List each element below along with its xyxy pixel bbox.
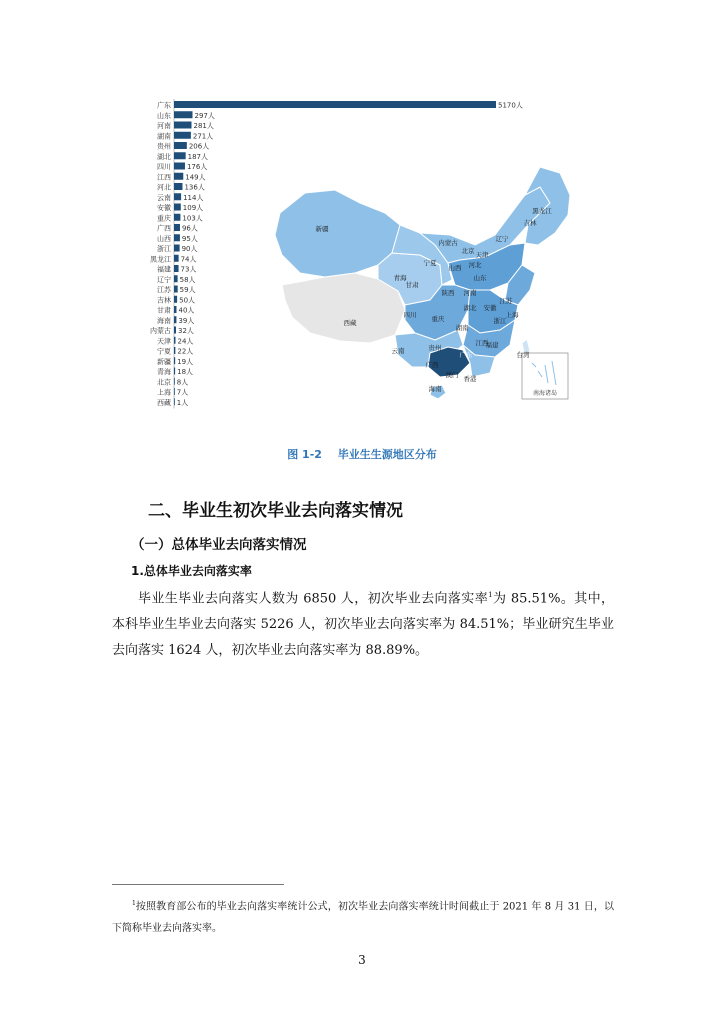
- value-label: 18人: [177, 368, 194, 376]
- footnote-text: 按照教育部公布的毕业去向落实率统计公式，初次毕业去向落实率统计时间截止于 2021 年 8 月 31 日，以下简称毕业去向落实率。: [112, 901, 614, 935]
- map-label: 辽宁: [495, 235, 509, 243]
- value-label: 90人: [181, 245, 198, 253]
- bar: [174, 327, 176, 334]
- bar: [174, 214, 180, 221]
- category-label: 重庆: [157, 214, 171, 223]
- value-label: 19人: [177, 357, 194, 366]
- value-label: 58人: [179, 275, 196, 284]
- value-label: 50人: [179, 296, 196, 305]
- category-label: 吉林: [157, 296, 171, 305]
- value-label: 96人: [181, 224, 198, 233]
- map-label: 重庆: [431, 315, 445, 323]
- category-label: 浙江: [157, 245, 171, 253]
- bar: [174, 111, 192, 118]
- map-label: 云南: [391, 347, 405, 355]
- map-label: 广东: [459, 351, 473, 359]
- map-label: 西藏: [343, 319, 357, 327]
- category-label: 江苏: [157, 286, 171, 294]
- bar: [174, 204, 181, 211]
- map-label: 内蒙古: [438, 239, 458, 247]
- bar: [174, 132, 191, 139]
- category-label: 贵州: [157, 142, 171, 151]
- bar: [174, 337, 175, 344]
- category-label: 甘肃: [157, 306, 171, 315]
- footnote-divider: [112, 884, 284, 885]
- bar: [174, 347, 175, 354]
- bar: [174, 255, 179, 262]
- map-label: 陕西: [441, 289, 455, 297]
- value-label: 59人: [179, 286, 196, 294]
- map-label: 江苏: [499, 297, 513, 305]
- footnote-ref: 1: [488, 591, 493, 599]
- category-label: 新疆: [157, 357, 171, 366]
- category-label: 黑龙江: [150, 255, 171, 264]
- bar: [174, 357, 175, 364]
- value-label: 95人: [181, 234, 198, 243]
- figure-caption-text: 毕业生生源地区分布: [337, 448, 437, 461]
- value-label: 149人: [185, 173, 206, 182]
- value-label: 136人: [184, 183, 205, 192]
- value-label: 40人: [178, 306, 195, 315]
- category-label: 宁夏: [157, 347, 171, 356]
- bar: [174, 306, 176, 313]
- value-label: 5170人: [498, 101, 523, 110]
- bar: [174, 142, 187, 149]
- bar: [174, 101, 496, 108]
- figure-caption: [0, 446, 724, 462]
- map-label: 福建: [485, 341, 499, 349]
- category-label: 安徽: [157, 204, 171, 212]
- category-label: 青海: [157, 368, 171, 376]
- value-label: 187人: [187, 152, 209, 161]
- bar: [174, 275, 178, 282]
- paragraph-part2: 为 85.51%。其中，本科毕业生毕业去向落实 5226 人，初次毕业去向落实率为 84.51%；毕业研究生毕业去向落实 1624 人，初次毕业去向落实率为 88.89%。: [112, 591, 614, 659]
- map-label: 香港: [463, 375, 477, 383]
- category-label: 河北: [157, 183, 171, 192]
- value-label: 22人: [177, 347, 194, 356]
- category-label: 湖南: [157, 132, 171, 141]
- map-label: 上海: [505, 311, 519, 319]
- map-label: 河北: [468, 261, 482, 269]
- bar: [174, 183, 182, 190]
- category-label: 北京: [157, 378, 171, 387]
- bar: [174, 234, 180, 241]
- value-label: 206人: [188, 142, 210, 151]
- category-label: 天津: [157, 337, 171, 346]
- category-label: 湖北: [157, 152, 171, 161]
- bar: [174, 368, 175, 375]
- item-title: 1.总体毕业去向落实率: [131, 564, 252, 578]
- category-label: 江西: [157, 173, 171, 182]
- category-label: 山东: [157, 111, 171, 120]
- category-label: 云南: [157, 193, 171, 202]
- category-label: 山西: [157, 234, 171, 243]
- value-label: 8人: [176, 378, 189, 387]
- bar: [174, 173, 183, 180]
- map-label: 青海: [393, 274, 407, 282]
- value-label: 271人: [192, 132, 214, 141]
- map-label: 山东: [473, 274, 487, 282]
- value-label: 74人: [180, 255, 197, 264]
- bar: [174, 245, 180, 252]
- bar: [174, 224, 180, 231]
- value-label: 39人: [178, 316, 195, 325]
- category-label: 广东: [157, 101, 171, 110]
- bar: [174, 398, 175, 405]
- map-label: 江西: [475, 339, 489, 347]
- map-label: 贵州: [428, 344, 442, 352]
- bar: [174, 122, 192, 129]
- section-title: 二、毕业生初次毕业去向落实情况: [148, 501, 403, 521]
- value-label: 114人: [183, 193, 204, 202]
- bar: [174, 316, 176, 323]
- category-label: 辽宁: [157, 275, 171, 284]
- map-label: 黑龙江: [532, 207, 552, 215]
- map-label: 吉林: [523, 219, 537, 227]
- bar: [174, 378, 175, 385]
- paragraph-part1: 毕业生毕业去向落实人数为 6850 人，初次毕业去向落实率: [138, 591, 489, 607]
- category-label: 海南: [157, 316, 171, 325]
- category-label: 河南: [157, 122, 171, 130]
- map-label: 山西: [448, 264, 462, 272]
- value-label: 297人: [194, 111, 215, 120]
- footnote: [112, 893, 614, 940]
- map-label: 台湾: [516, 351, 530, 359]
- map-label: 海南: [428, 385, 442, 393]
- value-label: 24人: [177, 337, 194, 346]
- map-label: 安徽: [483, 304, 497, 312]
- value-label: 73人: [180, 265, 197, 274]
- value-label: 176人: [186, 163, 208, 171]
- bar: [174, 163, 185, 170]
- figure-number: 图 1-2: [287, 448, 322, 461]
- map-label: 四川: [403, 311, 417, 319]
- category-label: 广西: [157, 224, 171, 233]
- subsection-title: （一）总体毕业去向落实情况: [131, 537, 307, 553]
- category-label: 内蒙古: [150, 327, 171, 335]
- map-label: 新疆: [315, 225, 329, 233]
- map-label: 湖北: [463, 304, 477, 312]
- map-label: 澳门: [445, 371, 459, 379]
- category-label: 西藏: [157, 398, 171, 407]
- category-label: 福建: [157, 265, 171, 274]
- bar: [174, 388, 175, 395]
- bar: [174, 265, 179, 272]
- value-label: 7人: [176, 388, 189, 397]
- map-label: 河南: [463, 289, 477, 297]
- map-label: 甘肃: [405, 281, 419, 289]
- map-label: 宁夏: [423, 259, 437, 267]
- map-label: 广西: [425, 361, 439, 369]
- footnote-mark: 1: [132, 900, 136, 907]
- bar: [174, 193, 181, 200]
- map-label: 北京: [461, 247, 475, 255]
- value-label: 281人: [193, 122, 214, 130]
- body-paragraph: [112, 582, 614, 664]
- value-label: 109人: [182, 204, 204, 212]
- category-label: 四川: [157, 163, 171, 171]
- map-label: 浙江: [493, 317, 507, 325]
- category-label: 上海: [157, 388, 171, 397]
- china-map: [275, 167, 570, 399]
- value-label: 103人: [182, 214, 203, 223]
- bar: [174, 152, 186, 159]
- page-number: 3: [358, 953, 366, 967]
- map-label: 天津: [475, 251, 489, 259]
- bar: [174, 296, 177, 303]
- value-label: 1人: [176, 398, 189, 407]
- bar: [174, 286, 178, 293]
- value-label: 32人: [177, 327, 194, 335]
- source-distribution-figure: [130, 95, 600, 435]
- map-label: 湖南: [455, 324, 469, 332]
- inset-label: 南海诸岛: [532, 390, 558, 397]
